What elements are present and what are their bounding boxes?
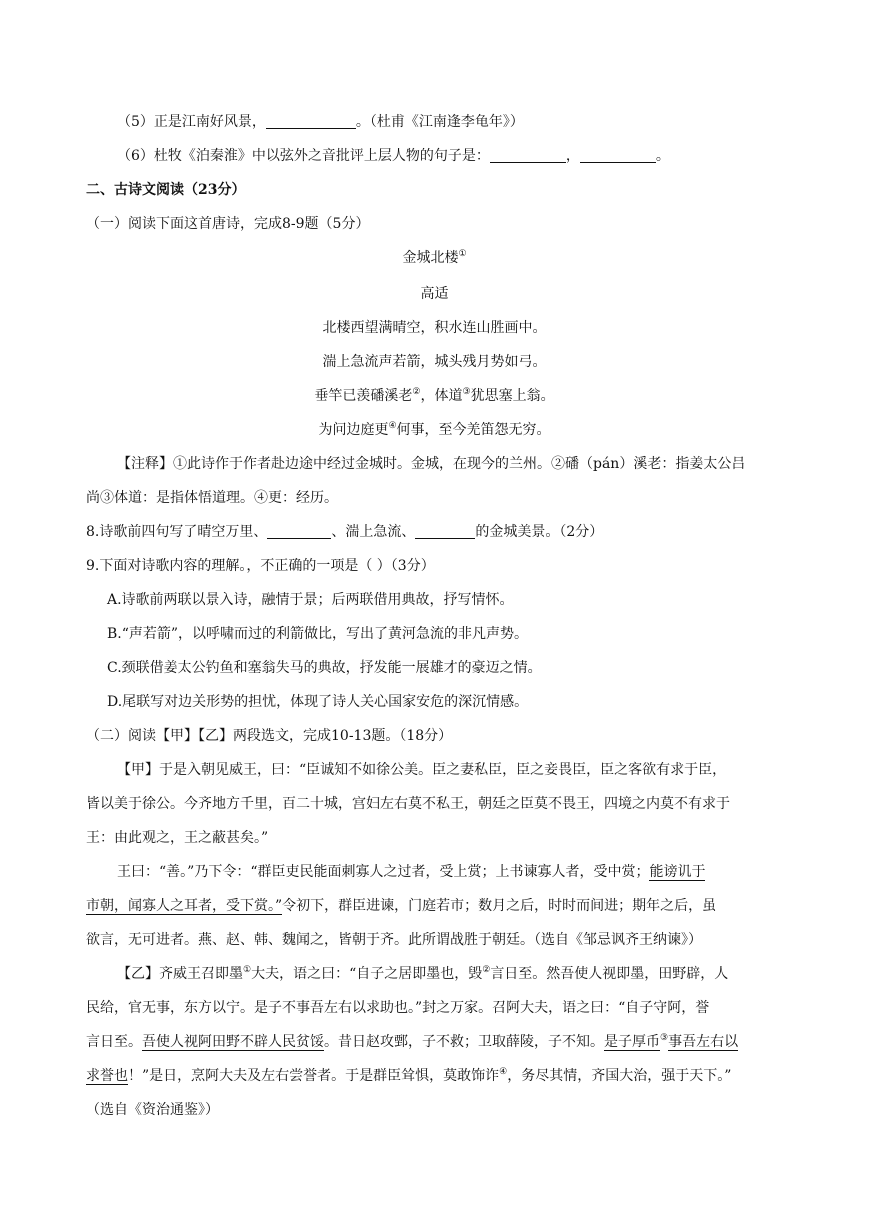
- poem-text: 垂竿已羡磻溪老: [314, 388, 413, 404]
- question-5: [117, 112, 524, 132]
- option-b: B.“声若箭”，以呼啸而过的利箭做比，写出了黄河急流的非凡声势。: [107, 626, 529, 642]
- poem-author: 高适: [420, 286, 449, 302]
- note-mark: ①: [458, 249, 467, 259]
- passage-yi-line-4: [86, 1066, 731, 1086]
- passage-yi-line-1: [117, 964, 728, 984]
- passage-yi-line-2: 民给，官无事，东方以宁。是子不事吾左右以求助也。”封之万家。召阿大夫，语之曰：“自子守阿，誉: [86, 1000, 710, 1016]
- underlined-sentence: 市朝，闻寡人之耳者，受下赏。”: [86, 898, 283, 914]
- passage-jia-line-1: 【甲】于是入朝见威王，曰：“臣诚知不如徐公美。臣之妻私臣，臣之妾畏臣，臣之客欲有求于臣，: [117, 762, 727, 778]
- passage-jia-line-2: 皆以美于徐公。今齐地方千里，百二十城，宫妇左右莫不私王，朝廷之臣莫不畏王，四境之内莫不有求于: [86, 796, 730, 812]
- q6-text-b: ，: [565, 148, 580, 164]
- poem-title: [0, 248, 869, 268]
- poem-line-1: 北楼西望满晴空，积水连山胜画中。: [322, 320, 547, 336]
- note-mark: ②: [482, 965, 491, 975]
- q8-text: 8.诗歌前四句写了晴空万里、: [86, 524, 268, 540]
- question-8: [86, 522, 603, 542]
- passage-text: 言日至。: [86, 1034, 142, 1050]
- question-6: [117, 146, 670, 166]
- note-mark: ①: [243, 965, 252, 975]
- q5-text-a: （5）正是江南好风景，: [117, 114, 266, 130]
- passage-text: ！”是日，烹阿大夫及左右尝誉者。于是群臣耸惧，莫敢饰诈: [128, 1068, 500, 1084]
- poem-title-text: 金城北楼: [402, 250, 459, 266]
- answer-blank: [490, 148, 566, 163]
- poem-line-4: [0, 420, 869, 440]
- passage-text: 王曰：“善。”乃下令：“群臣吏民能面刺寡人之过者，受上赏；上书谏寡人者，受中赏；: [117, 864, 650, 880]
- passage-text: 。昔日赵攻鄄，子不救；卫取薛陵，子不知。: [324, 1034, 604, 1050]
- underlined-sentence: 吾使人视阿田野不辟人民贫馁: [142, 1034, 324, 1050]
- passage-jia-line-5: [86, 896, 716, 916]
- passage-jia-line-6: 欲言，无可进者。燕、赵、韩、魏闻之，皆朝于齐。此所谓战胜于朝廷。（选自《邹忌讽齐王纳谏》）: [86, 932, 702, 948]
- section-2-title: 二、古诗文阅读（23分）: [86, 182, 246, 198]
- poem-text: ，体道: [420, 388, 463, 404]
- poem-notes-line-1: 【注释】①此诗作于作者赴边途中经过金城时。金城，在现今的兰州。②磻（pán）溪老：指姜太公吕: [117, 456, 746, 472]
- q8-text: 、湍上急流、: [331, 524, 416, 540]
- answer-blank: [415, 524, 475, 539]
- poem-line-3: [0, 386, 869, 406]
- passage-jia-line-4: [117, 862, 705, 882]
- passage-text: 大夫，语之曰：“自子之居即墨也，毁: [251, 966, 483, 982]
- note-mark: ④: [388, 421, 397, 431]
- passage-yi-line-3: [86, 1032, 738, 1052]
- poem-line-2: 湍上急流声若箭，城头残月势如弓。: [322, 354, 547, 370]
- part-1-intro: （一）阅读下面这首唐诗，完成8-9题（5分）: [86, 216, 370, 232]
- underlined-sentence: 是子厚币: [604, 1034, 660, 1050]
- q6-text-c: 。: [655, 148, 670, 164]
- note-mark: ③: [462, 387, 471, 397]
- part-2-intro: （二）阅读【甲】【乙】两段选文，完成10-13题。（18分）: [86, 728, 453, 744]
- q6-text-a: （6）杜牧《泊秦淮》中以弦外之音批评上层人物的句子是：: [117, 148, 490, 164]
- poem-text: 犹思塞上翁。: [470, 388, 555, 404]
- answer-blank: [266, 114, 356, 129]
- q8-text: 的金城美景。（2分）: [475, 524, 604, 540]
- underlined-sentence: 事吾左右以: [668, 1034, 739, 1050]
- note-mark: ③: [660, 1033, 669, 1043]
- passage-text: 言日至。然吾使人视即墨，田野辟，人: [490, 966, 729, 982]
- passage-text: 令初下，群臣进谏，门庭若市；数月之后，时时而间进；期年之后，虽: [282, 898, 717, 914]
- passage-text: ，务尽其情，齐国大治，强于天下。”: [507, 1068, 732, 1084]
- passage-text: 【乙】齐威王召即墨: [117, 966, 243, 982]
- q5-text-b: 。（杜甫《江南逢李龟年》）: [355, 114, 524, 130]
- underlined-sentence: 能谤讥于: [649, 864, 706, 880]
- passage-yi-source: （选自《资治通鉴》）: [86, 1102, 219, 1118]
- poem-notes-line-2: 尚③体道：是指体悟道理。④更：经历。: [86, 490, 338, 506]
- option-a: A.诗歌前两联以景入诗，融情于景；后两联借用典故，抒写情怀。: [107, 592, 514, 608]
- poem-text: 何事，至今羌笛怨无穷。: [396, 422, 551, 438]
- note-mark: ④: [499, 1067, 508, 1077]
- passage-jia-line-3: 王：由此观之，王之蔽甚矣。”: [86, 830, 269, 846]
- underlined-sentence: 求誉也: [86, 1068, 128, 1084]
- option-d: D.尾联写对边关形势的担忧，体现了诗人关心国家安危的深沉情感。: [107, 694, 529, 710]
- note-mark: ②: [412, 387, 421, 397]
- option-c: C.颈联借姜太公钓鱼和塞翁失马的典故，抒发能一展雄才的豪迈之情。: [107, 660, 542, 676]
- answer-blank: [267, 524, 331, 539]
- answer-blank: [580, 148, 656, 163]
- poem-text: 为问边庭更: [318, 422, 389, 438]
- question-9: 9.下面对诗歌内容的理解。，不正确的一项是（ ）（3分）: [86, 558, 435, 574]
